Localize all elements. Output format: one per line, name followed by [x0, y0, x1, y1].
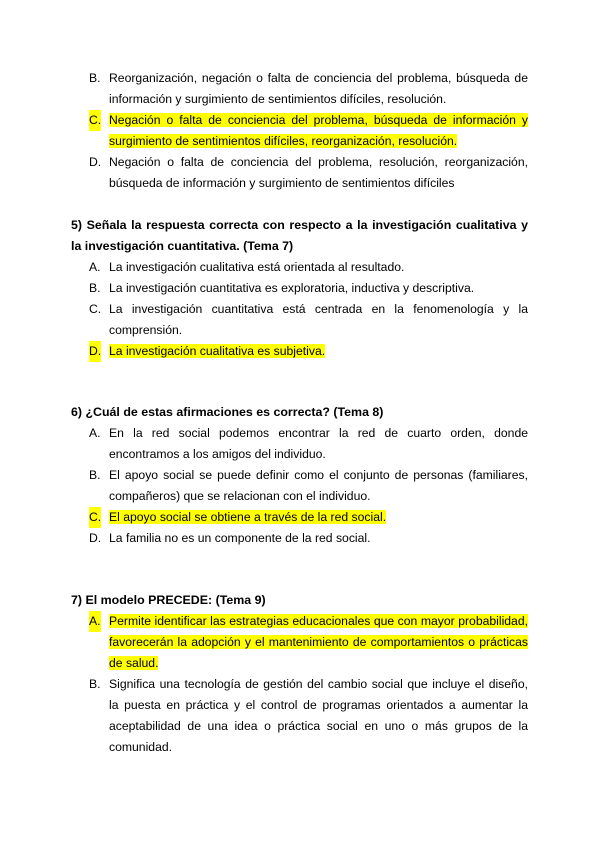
- question-6: [71, 402, 528, 549]
- option-letter: A.: [89, 426, 101, 440]
- option-text: El apoyo social se puede definir como el conjunto de personas (familiares, compañeros) que se relacionan con el individuo.: [109, 468, 528, 503]
- option-letter: D.: [89, 531, 102, 545]
- option-letter: C.: [89, 507, 101, 528]
- option-text: Negación o falta de conciencia del problema, resolución, reorganización, búsqueda de información y surgimiento de sentimientos difíciles: [109, 155, 528, 190]
- question-title: 5) Señala la respuesta correcta con respecto a la investigación cualitativa y la investigación cuantitativa. (Tema 7): [71, 218, 528, 253]
- option-letter: D.: [89, 155, 102, 169]
- option-text-highlighted: La investigación cualitativa es subjetiva.: [109, 344, 326, 358]
- option-letter: C.: [89, 110, 101, 131]
- q5-option-b: [71, 278, 528, 299]
- option-letter: A.: [89, 611, 101, 632]
- q4-option-c: [71, 110, 528, 152]
- option-letter: C.: [89, 302, 102, 316]
- option-text: Significa una tecnología de gestión del cambio social que incluye el diseño, la puesta en práctica y el control de programas orientados a aumentar la aceptabilidad de una idea o práctica social en uno o más grupos de la comunidad.: [109, 677, 528, 754]
- option-text: Reorganización, negación o falta de conciencia del problema, búsqueda de información y surgimiento de sentimientos difíciles, resolución.: [109, 71, 528, 106]
- option-text: La investigación cualitativa está orientada al resultado.: [109, 260, 405, 274]
- option-letter: B.: [89, 677, 101, 691]
- option-text: La familia no es un componente de la red social.: [109, 531, 371, 545]
- q5-option-a: [71, 257, 528, 278]
- question-7: [71, 590, 528, 758]
- question-5: [71, 215, 528, 362]
- q6-option-d: [71, 528, 528, 549]
- q7-option-a: [71, 611, 528, 674]
- option-text: En la red social podemos encontrar la red de cuarto orden, donde encontramos a los amigos del individuo.: [109, 426, 528, 461]
- option-text-highlighted: Permite identificar las estrategias educacionales que con mayor probabilidad, favorecerán la adopción y el mantenimiento de comportamientos o prácticas de salud.: [109, 614, 528, 670]
- option-letter: A.: [89, 260, 101, 274]
- option-letter: B.: [89, 71, 101, 85]
- option-letter: D.: [89, 341, 101, 362]
- question-title: 6) ¿Cuál de estas afirmaciones es correcta? (Tema 8): [71, 405, 384, 419]
- question-4: [71, 68, 528, 194]
- q5-option-c: [71, 299, 528, 341]
- q5-option-d: [71, 341, 528, 362]
- q7-option-b: [71, 674, 528, 758]
- q6-option-b: [71, 465, 528, 507]
- question-title: 7) El modelo PRECEDE: (Tema 9): [71, 593, 266, 607]
- option-letter: B.: [89, 468, 101, 482]
- option-letter: B.: [89, 281, 101, 295]
- option-text: La investigación cuantitativa es exploratoria, inductiva y descriptiva.: [109, 281, 475, 295]
- option-text: La investigación cuantitativa está centrada en la fenomenología y la comprensión.: [109, 302, 528, 337]
- option-text-highlighted: Negación o falta de conciencia del problema, búsqueda de información y surgimiento de sentimientos difíciles, reorganización, resolución.: [109, 113, 528, 148]
- q6-option-a: [71, 423, 528, 465]
- q6-option-c: [71, 507, 528, 528]
- q4-option-b: [71, 68, 528, 110]
- q4-option-d: [71, 152, 528, 194]
- option-text-highlighted: El apoyo social se obtiene a través de la red social.: [109, 510, 387, 524]
